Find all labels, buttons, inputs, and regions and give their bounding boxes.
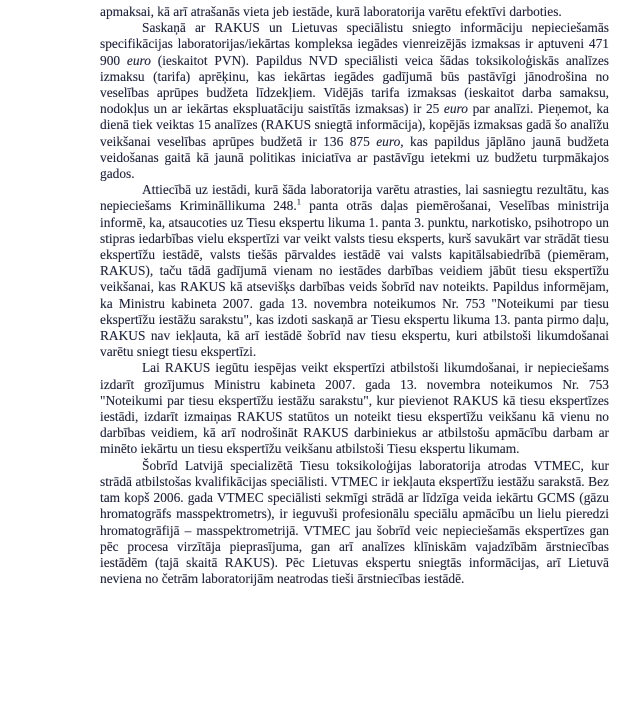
- paragraph-text: euro: [376, 133, 401, 149]
- document-body: [100, 4, 609, 587]
- paragraph: [100, 20, 609, 182]
- paragraph-text: panta otrās daļas piemērošanai, Veselības ministrija informē, ka, atsaucoties uz Tiesu ekspertu likuma 1. panta 3. punktu, narkotisko, psihotropo un stipras iedarbības vielu ekspertīzi var veikt valsts tiesu eksperts, kurš savukārt var strādāt tiesu ekspertīžu iestādē, valsts tiešās pārvaldes iestādē vai valsts kapitālsabiedrībā (piemēram, RAKUS), taču tādā gadījumā vienam no iestādes darbības veidiem jābūt tiesu ekspertīžu veikšanai, kas RAKUS kā atsevišķs darbības veids šobrīd nav noteikts. Papildus informējam, ka Ministru kabineta 2007. gada 13. novembra noteikumos Nr. 753 "Noteikumi par tiesu ekspertīžu iestāžu sarakstu", kas izdoti saskaņā ar Tiesu ekspertu likuma 13. panta pirmo daļu, RAKUS nav iekļauta, kā arī iestādē šobrīd nav tiesu ekspertu, kuri atbilstoši likumdošanai varētu sniegt tiesu ekspertīzi.: [100, 198, 609, 360]
- paragraph-text: euro: [126, 52, 151, 68]
- paragraph: [100, 4, 609, 20]
- paragraph-text: Attiecībā uz iestādi, kurā šāda laboratorija varētu atrasties, lai sasniegtu rezultātu, kas nepieciešams Krimināllikuma 248.: [100, 182, 609, 214]
- paragraph-text: euro: [443, 101, 468, 117]
- paragraph-text: Saskaņā ar RAKUS un Lietuvas speciālistu sniegto informāciju nepieciešamās specifikācijas laboratorijas/iekārtas kompleksa iegādes vienreizējās izmaksas ir aptuveni 471 900: [100, 20, 609, 68]
- paragraph-text: , kas papildus jāplāno jaunā budžeta veidošanas gaitā kā jaunā politikas iniciatīva ar pastāvīgu ietekmi uz budžetu turpmākajos gados.: [100, 133, 609, 182]
- paragraph-text: Lai RAKUS iegūtu iespējas veikt ekspertīzi atbilstoši likumdošanai, ir nepieciešams izdarīt grozījumus Ministru kabineta 2007. gada 13. novembra noteikumos Nr. 753 "Noteikumi par tiesu ekspertīžu iestāžu sarakstu", kur pievienot RAKUS kā tiesu ekspertīzes iestādi, izdarīt izmaiņas RAKUS statūtos un noteikt tiesu ekspertīžu veikšanu kā vienu no darbības veidiem, kā arī nodrošināt RAKUS darbiniekus ar atbilstošu apmācību darbam ar minēto iekārtu un tiesu ekspertīžu veikšanu atbilstoši Tiesu ekspertu likumam.: [100, 360, 609, 457]
- paragraph-text: par analīzi. Pieņemot, ka dienā tiek veiktas 15 analīzes (RAKUS sniegtā informācija), kopējās izmaksas gadā šo analīžu veikšanai veselības aprūpes budžetā ir 136 875: [100, 101, 610, 149]
- superscript-text: 1: [296, 196, 301, 207]
- paragraph-text: (ieskaitot PVN). Papildus NVD speciālisti veica šādas toksikoloģiskās analīzes izmaksu (tarifa) aprēķinu, kas iekārtas iegādes gadījumā būs pastāvīgi jānodrošina no veselības aprūpes budžeta līdzekļiem. Vidējās tarifa izmaksas (ieskaitot darba samaksu, nodokļus un ar iekārtas ekspluatāciju saistītās izmaksas) ir 25: [100, 52, 609, 117]
- paragraph-text: Šobrīd Latvijā specializētā Tiesu toksikoloģijas laboratorija atrodas VTMEC, kur strādā atbilstošas kvalifikācijas speciālisti. VTMEC ir iekļauta ekspertīžu iestāžu sarakstā. Bez tam kopš 2006. gada VTMEC speciālisti sekmīgi strādā ar līdzīga veida iekārtu GCMS (gāzu hromatogrāfs masspektrometrs), ir ieguvuši profesionālu speciālu apmācību un lielu pieredzi hromatogrāfijā – masspektrometrijā. VTMEC jau šobrīd veic nepieciešamās ekspertīzes gan pēc procesa virzītāja pieprasījuma, gan arī analīzes klīniskām vajadzībām ārstniecības iestādēm (tajā skaitā RAKUS). Pēc Lietuvas ekspertu sniegtās informācijas, arī Lietuvā neviena no četrām laboratorijām neatrodas tieši ārstniecības iestādē.: [100, 457, 609, 587]
- paragraph: [100, 360, 609, 457]
- paragraph: [100, 458, 609, 588]
- paragraph: [100, 182, 609, 360]
- paragraph-text: apmaksai, kā arī atrašanās vieta jeb iestāde, kurā laboratorija varētu efektīvi darboties.: [100, 4, 562, 19]
